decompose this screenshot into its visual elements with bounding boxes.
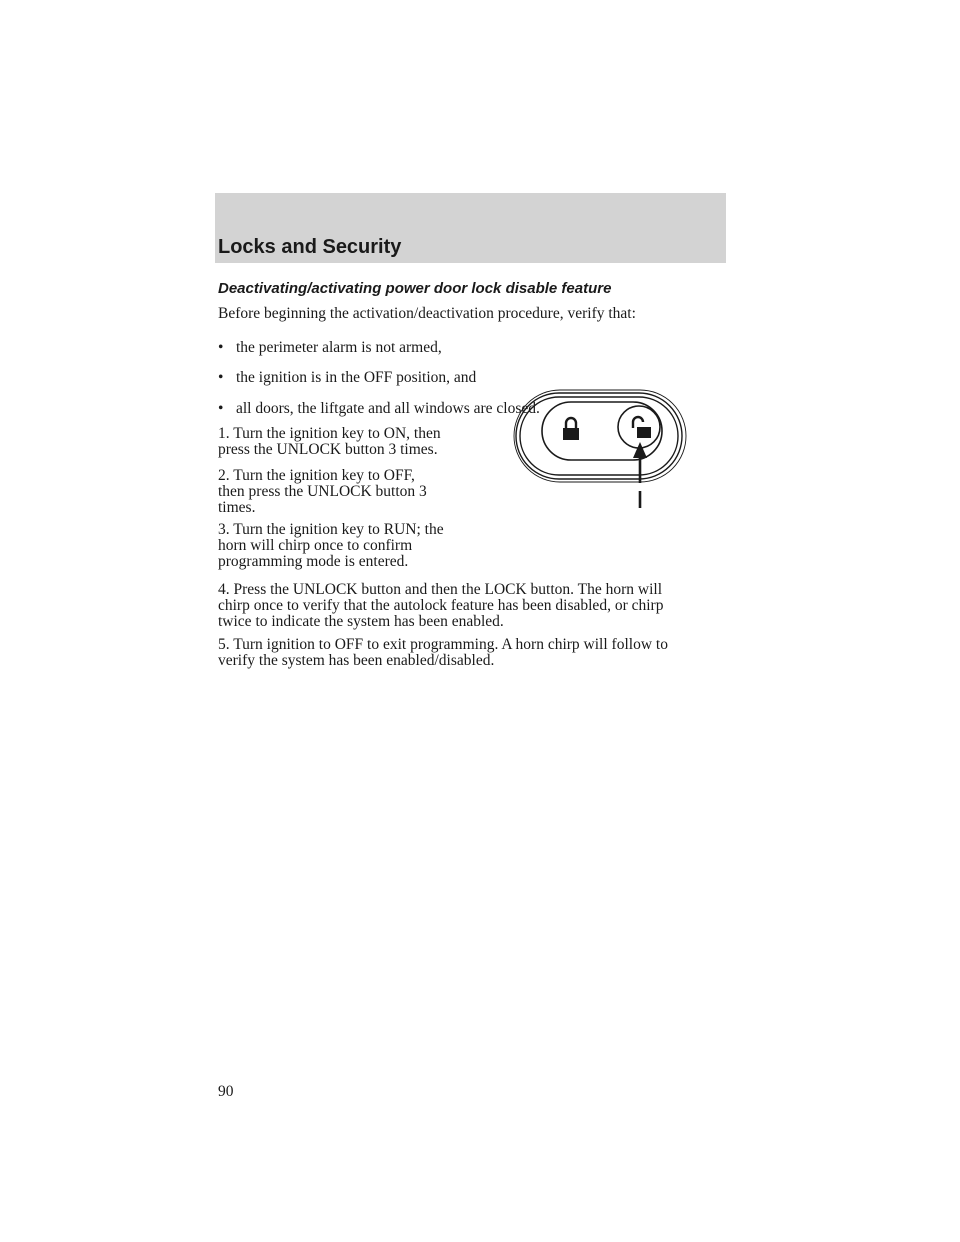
step-3: [218, 522, 444, 570]
step-line: press the UNLOCK button 3 times.: [218, 441, 438, 458]
bullet-icon: •: [218, 400, 224, 417]
step-line: then press the UNLOCK button 3: [218, 483, 427, 500]
bullet-text: all doors, the liftgate and all windows are closed.: [236, 400, 540, 417]
step-4: [218, 582, 663, 630]
step-line: programming mode is entered.: [218, 553, 409, 570]
bullet-item: [218, 401, 540, 417]
section-title: Locks and Security: [218, 236, 402, 258]
step-line: 4. Press the UNLOCK button and then the LOCK button. The horn will: [218, 581, 663, 598]
bullet-icon: •: [218, 339, 224, 356]
step-line: 1. Turn the ignition key to ON, then: [218, 425, 441, 442]
step-line: 3. Turn the ignition key to RUN; the: [218, 521, 444, 538]
lock-closed-icon: [563, 418, 579, 440]
step-line: horn will chirp once to confirm: [218, 537, 413, 554]
lock-open-icon: [633, 417, 651, 438]
step-5: [218, 637, 668, 669]
page-number: 90: [218, 1083, 234, 1100]
step-line: times.: [218, 499, 256, 516]
step-line: twice to indicate the system has been enabled.: [218, 613, 504, 630]
door-lock-switch-illustration: [512, 388, 692, 513]
bullet-text: the ignition is in the OFF position, and: [236, 369, 477, 386]
step-line: 2. Turn the ignition key to OFF,: [218, 467, 415, 484]
step-line: verify the system has been enabled/disabled.: [218, 652, 495, 669]
step-line: chirp once to verify that the autolock feature has been disabled, or chirp: [218, 597, 664, 614]
step-line: 5. Turn ignition to OFF to exit programming. A horn chirp will follow to: [218, 636, 668, 653]
switch-bezel-inner: [520, 397, 678, 475]
step-2: [218, 468, 427, 516]
subheading: Deactivating/activating power door lock disable feature: [218, 280, 612, 297]
bullet-item: [218, 340, 442, 356]
bullet-text: the perimeter alarm is not armed,: [236, 339, 442, 356]
bullet-icon: •: [218, 369, 224, 386]
intro-text: Before beginning the activation/deactivation procedure, verify that:: [218, 305, 636, 322]
step-1: [218, 426, 441, 458]
bullet-item: [218, 370, 476, 386]
